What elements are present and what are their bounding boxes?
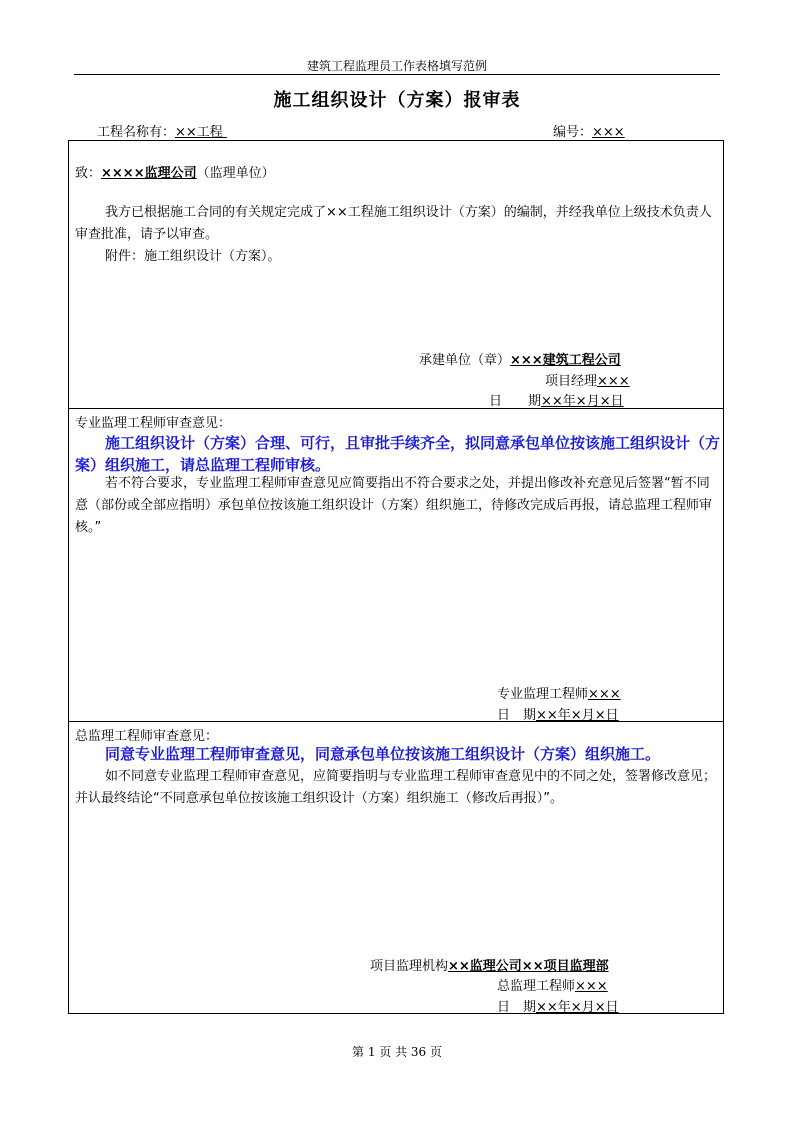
specialist-engineer-line bbox=[497, 683, 621, 702]
submission-body: 我方已根据施工合同的有关规定完成了××工程施工组织设计（方案）的编制，并经我单位上级技术负责人审查批准，请予以审查。 bbox=[75, 205, 712, 242]
chief-engineer-line bbox=[497, 975, 608, 994]
date-line-3 bbox=[497, 996, 619, 1015]
supervision-org-label: 项目监理机构 bbox=[370, 959, 449, 974]
form-table bbox=[68, 140, 724, 1014]
section-divider-2 bbox=[68, 721, 724, 722]
date-value-3: ××年×月×日 bbox=[536, 1000, 619, 1015]
contractor-value: ×××建筑工程公司 bbox=[510, 353, 621, 368]
page-number: 第 1 页 共 36 页 bbox=[352, 1045, 442, 1059]
date-label-1: 日 期 bbox=[489, 394, 542, 409]
date-value-1: ××年×月×日 bbox=[541, 394, 624, 409]
specialist-opinion-text: 施工组织设计（方案）合理、可行，且审批手续齐全，拟同意承包单位按该施工组织设计（方案）组织施工，请总监理工程师审核。 bbox=[75, 434, 721, 474]
addressee-label: 致： bbox=[75, 166, 102, 181]
project-name-field bbox=[97, 121, 227, 140]
date-line-2 bbox=[497, 704, 619, 723]
specialist-opinion-heading: 专业监理工程师审查意见： bbox=[75, 416, 232, 431]
specialist-engineer-label: 专业监理工程师 bbox=[497, 687, 589, 702]
form-number-value: ××× bbox=[592, 125, 625, 140]
date-label-2: 日 期 bbox=[497, 708, 537, 723]
date-label-3: 日 期 bbox=[497, 1000, 537, 1015]
form-number-field bbox=[553, 121, 625, 140]
addressee-suffix: （监理单位） bbox=[196, 166, 275, 181]
manager-label: 项目经理 bbox=[545, 374, 598, 389]
chief-engineer-value: ××× bbox=[575, 979, 608, 994]
chief-opinion-heading: 总监理工程师审查意见： bbox=[75, 729, 219, 744]
header-rule bbox=[74, 74, 720, 75]
project-name-label: 工程名称有： bbox=[97, 125, 176, 140]
chief-opinion-text: 同意专业监理工程师审查意见，同意承包单位按该施工组织设计（方案）组织施工。 bbox=[105, 745, 661, 763]
section-divider-1 bbox=[68, 408, 724, 409]
running-header: 建筑工程监理员工作表格填写范例 bbox=[306, 59, 487, 73]
chief-opinion-note: 如不同意专业监理工程师审查意见，应简要指明与专业监理工程师审查意见中的不同之处，签署修改意见；并认最终结论“不同意承包单位按该施工组织设计（方案）组织施工（修改后再报）”。 bbox=[75, 769, 717, 806]
manager-value: ××× bbox=[597, 374, 630, 389]
contractor-line bbox=[419, 349, 621, 368]
attachment-line: 附件：施工组织设计（方案）。 bbox=[105, 249, 281, 264]
form-number-label: 编号： bbox=[553, 125, 593, 140]
form-title: 施工组织设计（方案）报审表 bbox=[273, 90, 521, 111]
addressee-line bbox=[75, 162, 275, 181]
supervision-org-line bbox=[370, 955, 609, 974]
chief-engineer-label: 总监理工程师 bbox=[497, 979, 576, 994]
date-value-2: ××年×月×日 bbox=[536, 708, 619, 723]
manager-line bbox=[545, 370, 630, 389]
specialist-opinion-note: 若不符合要求，专业监理工程师审查意见应简要指出不符合要求之处，并提出修改补充意见后签署“暂不同意（部份或全部应指明）承包单位按该施工组织设计（方案）组织施工，待修改完成后再报，请总监理工程师审核。” bbox=[75, 476, 713, 535]
project-name-value: ××工程 bbox=[175, 125, 223, 140]
date-line-1 bbox=[489, 390, 624, 409]
supervision-org-value: ××监理公司××项目监理部 bbox=[448, 959, 609, 974]
addressee-company: ××××监理公司 bbox=[101, 166, 197, 181]
contractor-label: 承建单位（章） bbox=[419, 353, 511, 368]
specialist-engineer-value: ××× bbox=[588, 687, 621, 702]
